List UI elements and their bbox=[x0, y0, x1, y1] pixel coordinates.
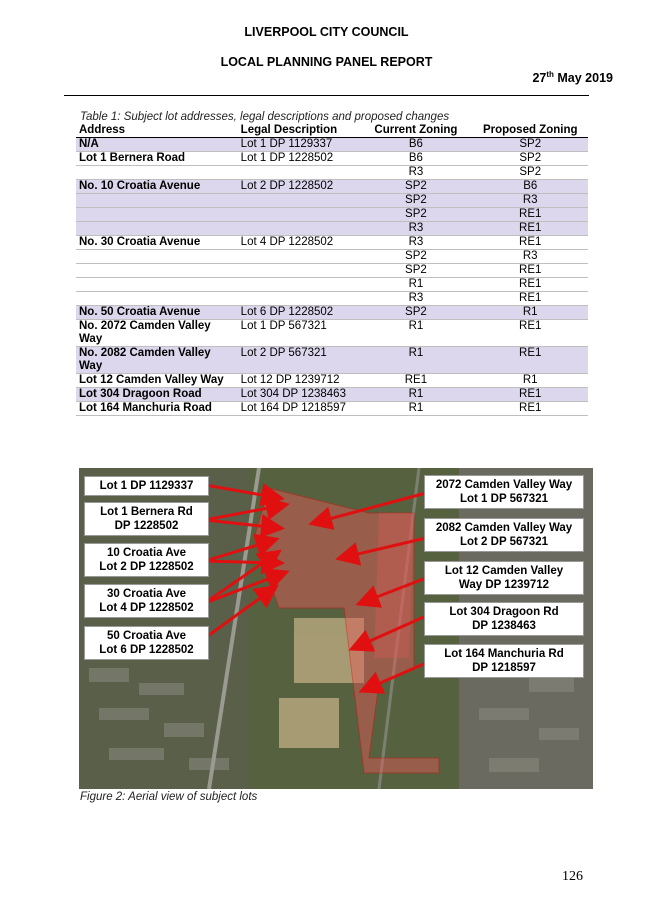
cell-legal bbox=[238, 222, 360, 236]
table-row bbox=[76, 264, 588, 278]
cell-proposed-zoning: SP2 bbox=[472, 138, 588, 152]
label-lot1-bernera: Lot 1 Bernera Rd DP 1228502 bbox=[84, 502, 209, 536]
cell-proposed-zoning: RE1 bbox=[472, 208, 588, 222]
table-row bbox=[76, 388, 588, 402]
table-caption: Table 1: Subject lot addresses, legal descriptions and proposed changes bbox=[80, 111, 450, 123]
cell-legal bbox=[238, 250, 360, 264]
label-lot12-camden: Lot 12 Camden Valley Way DP 1239712 bbox=[424, 561, 584, 595]
cell-current-zoning: R3 bbox=[359, 166, 472, 180]
cell-legal bbox=[238, 194, 360, 208]
report-title: LOCAL PLANNING PANEL REPORT bbox=[220, 55, 433, 69]
cell-legal: Lot 304 DP 1238463 bbox=[238, 388, 360, 402]
cell-address: N/A bbox=[76, 138, 238, 152]
cell-legal bbox=[238, 166, 360, 180]
cell-address: No. 50 Croatia Avenue bbox=[76, 306, 238, 320]
cell-proposed-zoning: RE1 bbox=[472, 278, 588, 292]
table-row bbox=[76, 166, 588, 180]
cell-proposed-zoning: SP2 bbox=[472, 166, 588, 180]
cell-current-zoning: SP2 bbox=[359, 194, 472, 208]
cell-current-zoning: R1 bbox=[359, 388, 472, 402]
label-lot304-dragoon: Lot 304 Dragoon Rd DP 1238463 bbox=[424, 602, 584, 636]
council-title: LIVERPOOL CITY COUNCIL bbox=[244, 25, 409, 39]
cell-current-zoning: R3 bbox=[359, 222, 472, 236]
cell-proposed-zoning: R3 bbox=[472, 250, 588, 264]
cell-proposed-zoning: RE1 bbox=[472, 320, 588, 347]
cell-legal: Lot 1 DP 1228502 bbox=[238, 152, 360, 166]
cell-address bbox=[76, 194, 238, 208]
cell-address: No. 2082 Camden Valley Way bbox=[76, 347, 238, 374]
cell-current-zoning: B6 bbox=[359, 138, 472, 152]
table-header-row bbox=[76, 124, 588, 138]
cell-legal bbox=[238, 278, 360, 292]
label-30-croatia: 30 Croatia Ave Lot 4 DP 1228502 bbox=[84, 584, 209, 618]
col-address: Address bbox=[76, 124, 238, 138]
cell-proposed-zoning: RE1 bbox=[472, 347, 588, 374]
cell-proposed-zoning: SP2 bbox=[472, 152, 588, 166]
cell-legal: Lot 164 DP 1218597 bbox=[238, 402, 360, 416]
table-row bbox=[76, 194, 588, 208]
cell-proposed-zoning: RE1 bbox=[472, 388, 588, 402]
cell-legal: Lot 1 DP 567321 bbox=[238, 320, 360, 347]
cell-address: Lot 12 Camden Valley Way bbox=[76, 374, 238, 388]
table-row bbox=[76, 320, 588, 347]
page-number: 126 bbox=[562, 869, 583, 884]
cell-proposed-zoning: R1 bbox=[472, 306, 588, 320]
cell-current-zoning: SP2 bbox=[359, 306, 472, 320]
table-row bbox=[76, 138, 588, 152]
cell-legal bbox=[238, 264, 360, 278]
col-proposed: Proposed Zoning bbox=[472, 124, 588, 138]
label-50-croatia: 50 Croatia Ave Lot 6 DP 1228502 bbox=[84, 626, 209, 660]
cell-address bbox=[76, 264, 238, 278]
table-row bbox=[76, 347, 588, 374]
table-row bbox=[76, 278, 588, 292]
label-lot1-dp1129337: Lot 1 DP 1129337 bbox=[84, 476, 209, 496]
cell-current-zoning: R1 bbox=[359, 320, 472, 347]
cell-proposed-zoning: B6 bbox=[472, 180, 588, 194]
table-row bbox=[76, 250, 588, 264]
label-2072-camden: 2072 Camden Valley Way Lot 1 DP 567321 bbox=[424, 475, 584, 509]
cell-proposed-zoning: RE1 bbox=[472, 292, 588, 306]
cell-current-zoning: SP2 bbox=[359, 264, 472, 278]
table-row bbox=[76, 292, 588, 306]
table-row bbox=[76, 222, 588, 236]
col-current: Current Zoning bbox=[359, 124, 472, 138]
table-row bbox=[76, 236, 588, 250]
cell-current-zoning: R1 bbox=[359, 402, 472, 416]
cell-current-zoning: R1 bbox=[359, 347, 472, 374]
cell-address: Lot 1 Bernera Road bbox=[76, 152, 238, 166]
zoning-table bbox=[76, 124, 588, 416]
cell-proposed-zoning: RE1 bbox=[472, 236, 588, 250]
cell-current-zoning: SP2 bbox=[359, 250, 472, 264]
cell-address: No. 10 Croatia Avenue bbox=[76, 180, 238, 194]
cell-proposed-zoning: R1 bbox=[472, 374, 588, 388]
table-row bbox=[76, 208, 588, 222]
cell-proposed-zoning: R3 bbox=[472, 194, 588, 208]
cell-proposed-zoning: RE1 bbox=[472, 264, 588, 278]
label-lot164-manchuria: Lot 164 Manchuria Rd DP 1218597 bbox=[424, 644, 584, 678]
table-row bbox=[76, 152, 588, 166]
table-row bbox=[76, 180, 588, 194]
label-10-croatia: 10 Croatia Ave Lot 2 DP 1228502 bbox=[84, 543, 209, 577]
cell-current-zoning: SP2 bbox=[359, 208, 472, 222]
cell-current-zoning: SP2 bbox=[359, 180, 472, 194]
table-row bbox=[76, 306, 588, 320]
report-date: 27th May 2019 bbox=[532, 70, 613, 86]
table-row bbox=[76, 402, 588, 416]
cell-current-zoning: R1 bbox=[359, 278, 472, 292]
cell-address: Lot 304 Dragoon Road bbox=[76, 388, 238, 402]
cell-legal: Lot 2 DP 1228502 bbox=[238, 180, 360, 194]
figure-caption: Figure 2: Aerial view of subject lots bbox=[80, 791, 258, 803]
cell-address: Lot 164 Manchuria Road bbox=[76, 402, 238, 416]
cell-address: No. 2072 Camden Valley Way bbox=[76, 320, 238, 347]
label-2082-camden: 2082 Camden Valley Way Lot 2 DP 567321 bbox=[424, 518, 584, 552]
cell-legal: Lot 6 DP 1228502 bbox=[238, 306, 360, 320]
cell-current-zoning: B6 bbox=[359, 152, 472, 166]
cell-legal: Lot 4 DP 1228502 bbox=[238, 236, 360, 250]
cell-current-zoning: R3 bbox=[359, 236, 472, 250]
cell-current-zoning: R3 bbox=[359, 292, 472, 306]
cell-address bbox=[76, 292, 238, 306]
cell-address bbox=[76, 278, 238, 292]
cell-proposed-zoning: RE1 bbox=[472, 402, 588, 416]
cell-address bbox=[76, 166, 238, 180]
cell-address bbox=[76, 222, 238, 236]
cell-address bbox=[76, 208, 238, 222]
cell-proposed-zoning: RE1 bbox=[472, 222, 588, 236]
header-rule bbox=[64, 95, 589, 96]
cell-legal bbox=[238, 292, 360, 306]
cell-legal bbox=[238, 208, 360, 222]
table-row bbox=[76, 374, 588, 388]
aerial-photo bbox=[79, 468, 593, 789]
col-legal: Legal Description bbox=[238, 124, 360, 138]
cell-current-zoning: RE1 bbox=[359, 374, 472, 388]
cell-legal: Lot 2 DP 567321 bbox=[238, 347, 360, 374]
cell-legal: Lot 12 DP 1239712 bbox=[238, 374, 360, 388]
cell-address bbox=[76, 250, 238, 264]
cell-legal: Lot 1 DP 1129337 bbox=[238, 138, 360, 152]
cell-address: No. 30 Croatia Avenue bbox=[76, 236, 238, 250]
